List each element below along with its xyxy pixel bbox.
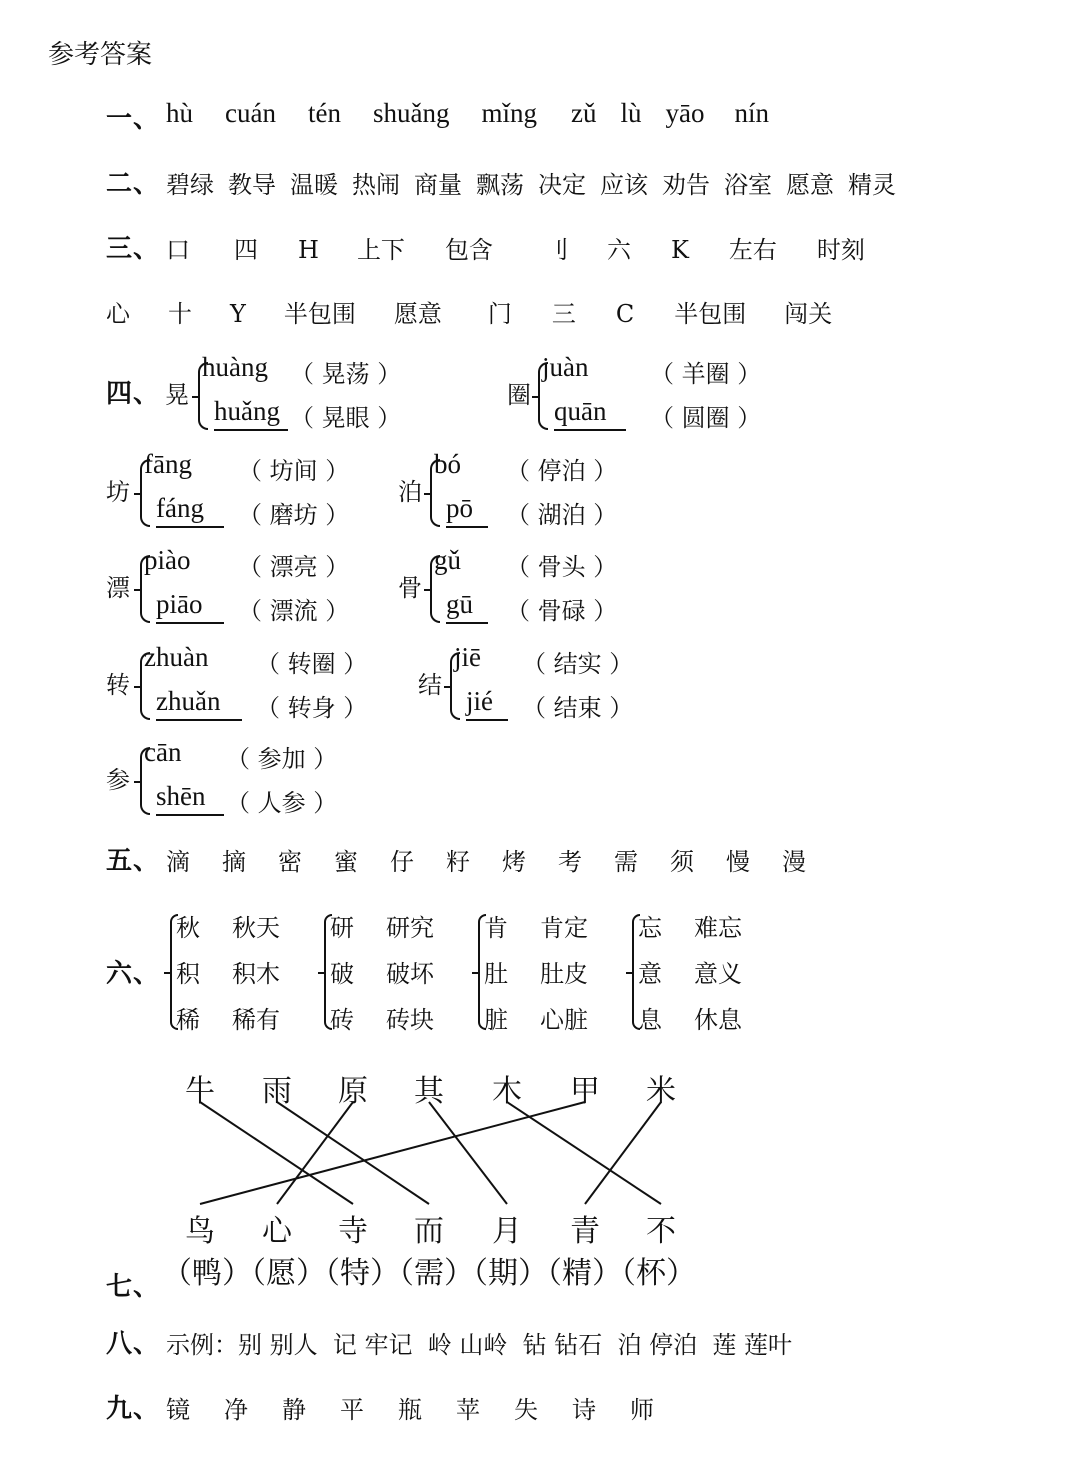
item: 密	[278, 848, 302, 876]
character: 意	[638, 960, 662, 988]
word: 肚皮	[540, 960, 588, 988]
item: 须	[670, 848, 694, 876]
item: hù	[166, 98, 193, 128]
item: 应该	[600, 171, 648, 199]
word-example: （ 人参 ）	[226, 789, 338, 817]
character: 研	[330, 914, 354, 942]
item: 苹	[456, 1396, 480, 1424]
bottom-char: 青	[570, 1214, 600, 1249]
item: H	[298, 236, 319, 264]
word-example: （ 参加 ）	[226, 745, 338, 773]
item: 热闹	[352, 171, 400, 199]
match-line	[585, 1102, 661, 1204]
match-line	[277, 1102, 353, 1204]
item: 六	[606, 236, 631, 264]
pinyin-reading: fāng	[144, 449, 192, 479]
pinyin-reading: piāo	[156, 589, 224, 624]
q1-label: 一、	[106, 104, 161, 134]
item: 漫	[782, 848, 806, 876]
item: Y	[230, 300, 246, 328]
word: 肯定	[540, 914, 588, 942]
word: 休息	[694, 1006, 742, 1034]
word: 砖块	[386, 1006, 434, 1034]
item: 失	[514, 1396, 538, 1424]
item: 半包围	[283, 300, 356, 328]
pinyin-reading: shēn	[156, 781, 224, 816]
item: 愿意	[393, 300, 442, 328]
item: 愿意	[786, 171, 834, 199]
word-example: （ 磨坊 ）	[238, 501, 350, 529]
pinyin-reading: piào	[144, 545, 191, 575]
pinyin-reading: gū	[446, 589, 488, 624]
polyphone-char: 圈	[507, 381, 531, 409]
item: 籽	[446, 848, 470, 876]
answer-char: （鸭）	[162, 1256, 252, 1291]
word-example: （ 转身 ）	[256, 694, 368, 722]
item: 镜	[166, 1396, 190, 1424]
q9-label: 九、	[106, 1394, 161, 1424]
word: 秋天	[232, 914, 280, 942]
pinyin-reading: bó	[434, 449, 461, 479]
answer-char: （愿）	[236, 1256, 326, 1291]
pinyin-reading: quān	[554, 396, 626, 431]
character: 忘	[638, 914, 662, 942]
item: 劝告	[662, 171, 710, 199]
item: 商量	[414, 171, 462, 199]
character: 积	[176, 960, 200, 988]
word: 稀有	[232, 1006, 280, 1034]
character: 息	[638, 1006, 662, 1034]
match-line	[277, 1102, 429, 1204]
item: 心	[106, 300, 130, 328]
word-example: （ 湖泊 ）	[506, 501, 618, 529]
word-example: （ 圆圈 ）	[650, 404, 762, 432]
pinyin-reading: pō	[446, 493, 488, 528]
word-example: （ 骨头 ）	[506, 553, 618, 581]
item: nín	[734, 98, 769, 128]
q9-items	[166, 1390, 688, 1425]
top-char: 米	[646, 1074, 676, 1109]
q8-row	[106, 1323, 160, 1360]
q8-text: 示例：别 别人 记 牢记 岭 山岭 钻 钻石 泊 停泊 莲 莲叶	[166, 1331, 793, 1359]
q3-label: 三、	[106, 234, 161, 264]
pinyin-reading: gǔ	[434, 545, 461, 575]
item: 刂	[544, 236, 569, 264]
character: 破	[330, 960, 354, 988]
q7-label: 七、	[106, 1272, 161, 1302]
item: K	[670, 236, 689, 264]
polyphone-char: 转	[106, 671, 130, 699]
bottom-char: 寺	[338, 1214, 368, 1249]
item: 净	[224, 1396, 248, 1424]
word-example: （ 漂流 ）	[238, 597, 350, 625]
item: 闯关	[784, 300, 833, 328]
item: yāo	[665, 98, 705, 128]
polyphone-char: 结	[418, 671, 442, 699]
character: 肚	[484, 960, 508, 988]
item: 瓶	[398, 1396, 422, 1424]
word-example: （ 晃眼 ）	[290, 404, 402, 432]
item: 十	[168, 300, 192, 328]
word-example: （ 结束 ）	[522, 694, 634, 722]
item: 摘	[222, 848, 246, 876]
bottom-char: 鸟	[185, 1214, 215, 1249]
character: 脏	[484, 1006, 508, 1034]
match-line	[429, 1102, 507, 1204]
item: 考	[558, 848, 582, 876]
word: 难忘	[694, 914, 742, 942]
word: 意义	[694, 960, 742, 988]
item: 师	[630, 1396, 654, 1424]
polyphone-char: 骨	[398, 574, 422, 602]
polyphone-char: 泊	[398, 478, 422, 506]
item: tén	[307, 98, 341, 128]
q8-label: 八、	[106, 1329, 161, 1359]
polyphone-char: 参	[106, 766, 130, 794]
q6-label: 六、	[106, 959, 161, 989]
pinyin-reading: jié	[466, 686, 508, 721]
pinyin-reading: fáng	[156, 493, 224, 528]
polyphone-char: 晃	[165, 381, 189, 409]
item: 浴室	[724, 171, 772, 199]
word: 破坏	[386, 960, 434, 988]
pinyin-reading: zhuǎn	[156, 686, 242, 721]
item: 静	[282, 1396, 306, 1424]
item: C	[615, 300, 635, 328]
item: 需	[614, 848, 638, 876]
q2-label: 二、	[106, 169, 161, 199]
polyphone-char: 漂	[106, 574, 130, 602]
item: lù	[620, 98, 642, 128]
pinyin-reading: juàn	[542, 352, 589, 382]
item: 仔	[390, 848, 414, 876]
item: 门	[487, 300, 512, 328]
pinyin-reading: jiē	[454, 642, 481, 672]
top-char: 其	[414, 1074, 444, 1109]
bottom-char: 心	[262, 1214, 292, 1249]
word: 积木	[232, 960, 280, 988]
word-example: （ 坊间 ）	[238, 457, 350, 485]
answer-char: （精）	[532, 1256, 622, 1291]
item: 半包围	[674, 300, 747, 328]
item: 飘荡	[476, 171, 524, 199]
item: 决定	[538, 171, 586, 199]
word: 心脏	[540, 1006, 588, 1034]
pinyin-reading: huàng	[202, 352, 268, 382]
item: 蜜	[334, 848, 358, 876]
top-char: 雨	[262, 1074, 292, 1109]
polyphone-char: 坊	[106, 478, 130, 506]
item: 碧绿	[166, 171, 214, 199]
word-example: （ 漂亮 ）	[238, 553, 350, 581]
page-title: 参考答案	[48, 40, 153, 70]
top-char: 木	[492, 1074, 522, 1109]
item: 滴	[166, 848, 190, 876]
word-example: （ 羊圈 ）	[650, 360, 762, 388]
item: 包含	[444, 236, 493, 264]
bottom-char: 月	[492, 1214, 522, 1249]
word-example: （ 晃荡 ）	[290, 360, 402, 388]
pinyin-reading: huǎng	[214, 396, 288, 431]
answer-char: （特）	[310, 1256, 400, 1291]
word-example: （ 结实 ）	[522, 650, 634, 678]
answer-char: （需）	[384, 1256, 474, 1291]
word-example: （ 转圈 ）	[256, 650, 368, 678]
match-line	[200, 1102, 353, 1204]
q7-row	[106, 1266, 160, 1303]
item: cuán	[225, 98, 276, 128]
q5-label: 五、	[106, 846, 161, 876]
word-example: （ 骨碌 ）	[506, 597, 618, 625]
top-char: 原	[338, 1074, 368, 1109]
answer-char: （杯）	[606, 1256, 696, 1291]
q4-label: 四、	[106, 379, 161, 409]
item: 烤	[502, 848, 526, 876]
character: 秋	[176, 914, 200, 942]
item: 时刻	[816, 236, 865, 264]
item: 三	[551, 300, 576, 328]
top-char: 甲	[570, 1074, 600, 1109]
top-char: 牛	[185, 1074, 215, 1109]
item: mǐng	[481, 98, 537, 128]
pinyin-reading: zhuàn	[144, 642, 209, 672]
item: 平	[340, 1396, 364, 1424]
character: 稀	[176, 1006, 200, 1034]
bottom-char: 而	[414, 1214, 444, 1249]
character: 肯	[484, 914, 508, 942]
item: 温暖	[290, 171, 338, 199]
word: 研究	[386, 914, 434, 942]
q9-row	[106, 1388, 160, 1425]
pinyin-reading: cān	[144, 737, 182, 767]
answer-char: （期）	[458, 1256, 548, 1291]
item: 慢	[726, 848, 750, 876]
item: zǔ	[570, 98, 597, 128]
item: 精灵	[848, 171, 896, 199]
bottom-char: 不	[646, 1214, 676, 1249]
word-example: （ 停泊 ）	[506, 457, 618, 485]
item: 左右	[728, 236, 777, 264]
item: 教导	[228, 171, 276, 199]
item: 诗	[572, 1396, 596, 1424]
item: shuǎng	[372, 98, 450, 128]
character: 砖	[330, 1006, 354, 1034]
item: 上下	[356, 236, 405, 264]
item: 四	[234, 236, 258, 264]
item: 口	[166, 236, 190, 264]
match-line	[200, 1102, 585, 1204]
